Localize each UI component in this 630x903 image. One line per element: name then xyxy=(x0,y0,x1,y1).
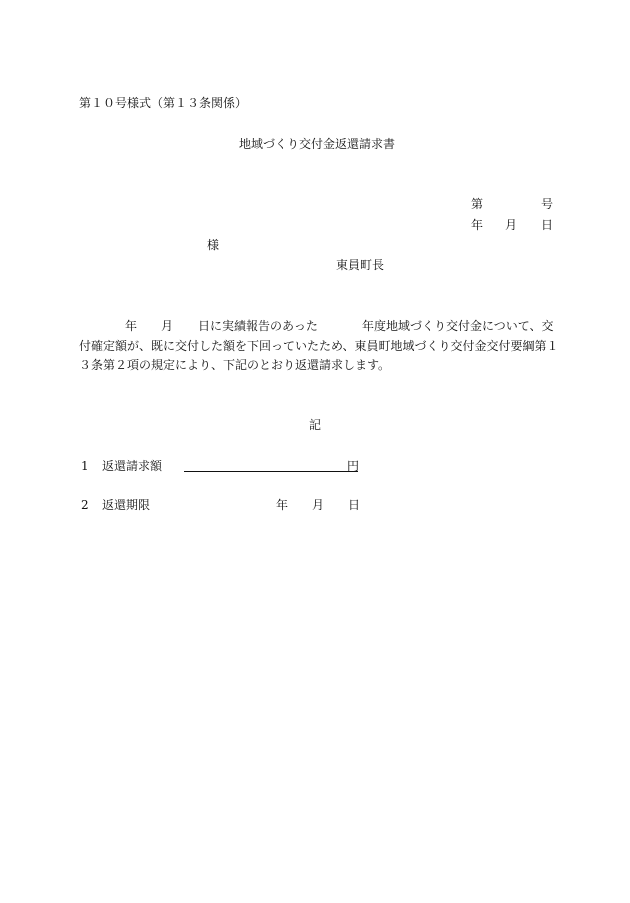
addressee-suffix: 様 xyxy=(207,238,220,252)
ki-heading: 記 xyxy=(309,418,322,432)
item-1-number: 1 xyxy=(81,459,89,473)
document-number-prefix: 第 xyxy=(471,197,484,211)
item-1-label: 返還請求額 xyxy=(102,459,163,473)
item-1-unit: 円 xyxy=(347,459,360,473)
sender-name: 東員町長 xyxy=(336,258,385,272)
date-year: 年 xyxy=(471,218,484,232)
date-month: 月 xyxy=(505,218,518,232)
item-2-year: 年 xyxy=(276,498,289,512)
document-number-suffix: 号 xyxy=(541,197,554,211)
date-day: 日 xyxy=(541,218,554,232)
form-number: 第１０号様式（第１３条関係） xyxy=(79,96,248,110)
item-2-day: 日 xyxy=(348,498,361,512)
item-2-label: 返還期限 xyxy=(102,498,151,512)
body-year: 年 xyxy=(125,319,138,333)
item-2-month: 月 xyxy=(312,498,325,512)
amount-underline xyxy=(184,471,358,472)
body-line3: ３条第２項の規定により、下記のとおり返還請求します。 xyxy=(79,358,391,372)
item-2-number: 2 xyxy=(81,498,89,512)
body-line1-rest: 年度地域づくり交付金について、交 xyxy=(362,319,554,333)
document-title: 地域づくり交付金返還請求書 xyxy=(239,137,396,151)
body-month: 月 xyxy=(161,319,174,333)
body-day-text: 日に実績報告のあった xyxy=(198,319,318,333)
body-line2: 付確定額が、既に交付した額を下回っていたため、東員町地域づくり交付金交付要綱第１ xyxy=(79,339,559,353)
